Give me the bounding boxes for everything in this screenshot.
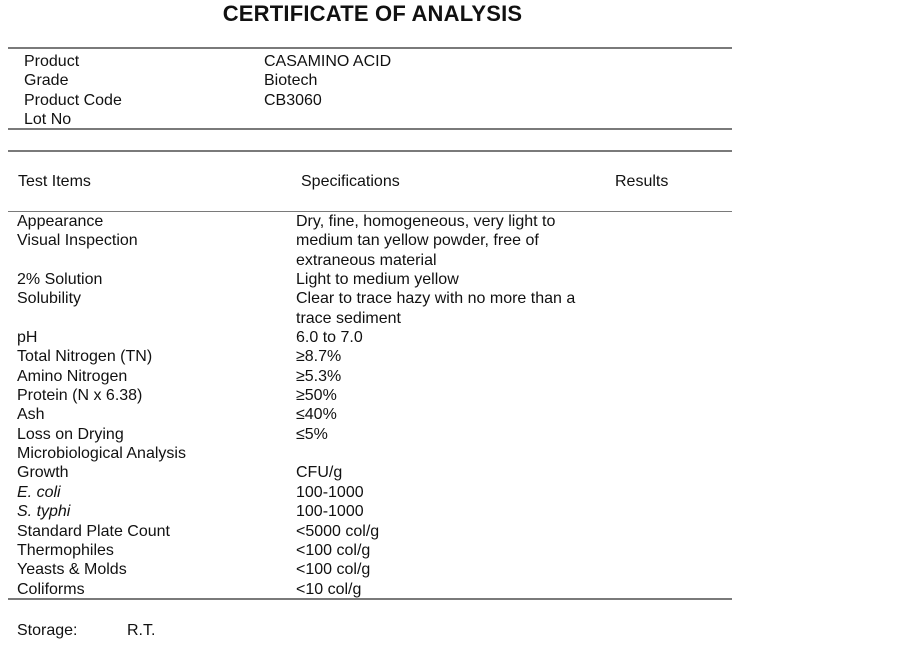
table-row (0, 483, 700, 502)
test-spec: ≤40% (296, 406, 337, 424)
column-header-results: Results (615, 173, 669, 190)
table-row (0, 289, 700, 328)
info-row-product-code (0, 91, 700, 110)
test-spec: Dry, fine, homogeneous, very light to (296, 213, 556, 230)
test-name: Microbiological Analysis (17, 445, 186, 463)
test-name: Standard Plate Count (17, 522, 170, 540)
grade-label: Grade (24, 72, 69, 90)
test-spec: ≥50% (296, 387, 337, 405)
info-row-grade (0, 71, 700, 90)
product-code-label: Product Code (24, 91, 122, 109)
table-row (0, 425, 700, 444)
test-name: E. coli (17, 483, 61, 501)
table-row (0, 580, 700, 599)
table-row (0, 405, 700, 424)
document-title: CERTIFICATE OF ANALYSIS (222, 1, 523, 26)
test-spec: medium tan yellow powder, free of extraneous material (296, 232, 539, 269)
column-header-specifications: Specifications (301, 173, 400, 190)
table-row (0, 347, 700, 366)
test-spec: ≥8.7% (296, 348, 342, 366)
lot-no-label: Lot No (24, 110, 72, 128)
test-spec: 100-1000 (296, 483, 364, 501)
product-info-block (0, 52, 700, 129)
table-row (0, 444, 700, 463)
test-name: Yeasts & Molds (17, 561, 127, 579)
test-spec: ≤5% (296, 425, 328, 443)
test-spec: CFU/g (296, 464, 343, 482)
test-name: 2% Solution (17, 271, 103, 289)
column-header-test-items: Test Items (18, 173, 91, 190)
test-name: Appearance (17, 213, 104, 230)
test-spec: <100 col/g (296, 541, 371, 559)
table-top-divider (8, 150, 732, 152)
table-row (0, 502, 700, 521)
test-spec: ≥5.3% (296, 367, 342, 385)
table-bottom-divider (8, 598, 732, 600)
test-table (0, 212, 700, 599)
test-spec (296, 444, 596, 463)
test-spec: <10 col/g (296, 580, 362, 598)
test-name: pH (17, 329, 38, 347)
table-row (0, 522, 700, 541)
test-name: Amino Nitrogen (17, 367, 128, 385)
test-spec: <100 col/g (296, 561, 371, 579)
storage-value: R.T. (127, 622, 156, 639)
product-label: Product (24, 53, 80, 70)
storage-label: Storage: (17, 622, 78, 639)
info-row-product (0, 52, 700, 71)
test-name: Protein (N x 6.38) (17, 387, 143, 405)
table-row (0, 560, 700, 579)
table-row (0, 386, 700, 405)
test-name: Solubility (17, 290, 82, 308)
test-spec: Clear to trace hazy with no more than a trace sediment (296, 290, 576, 327)
test-name: Ash (17, 406, 45, 424)
info-row-lot-no (0, 110, 700, 129)
table-row (0, 270, 700, 289)
table-row (0, 212, 700, 231)
test-name: Visual Inspection (17, 232, 138, 250)
test-spec: <5000 col/g (296, 522, 380, 540)
top-divider (8, 47, 732, 49)
test-name: Growth (17, 464, 69, 482)
test-name: Loss on Drying (17, 425, 124, 443)
table-row (0, 463, 700, 482)
table-row (0, 328, 700, 347)
test-name: Thermophiles (17, 541, 114, 559)
table-row (0, 231, 700, 270)
test-name: Total Nitrogen (TN) (17, 348, 153, 366)
test-name: Coliforms (17, 580, 85, 598)
test-name: S. typhi (17, 503, 71, 521)
grade-value: Biotech (264, 72, 318, 90)
test-spec: 6.0 to 7.0 (296, 329, 363, 347)
test-spec: 100-1000 (296, 503, 364, 521)
product-code-value: CB3060 (264, 91, 322, 109)
test-spec: Light to medium yellow (296, 271, 459, 289)
table-row (0, 541, 700, 560)
product-value: CASAMINO ACID (264, 53, 392, 70)
info-bottom-divider (8, 128, 732, 130)
table-row (0, 367, 700, 386)
